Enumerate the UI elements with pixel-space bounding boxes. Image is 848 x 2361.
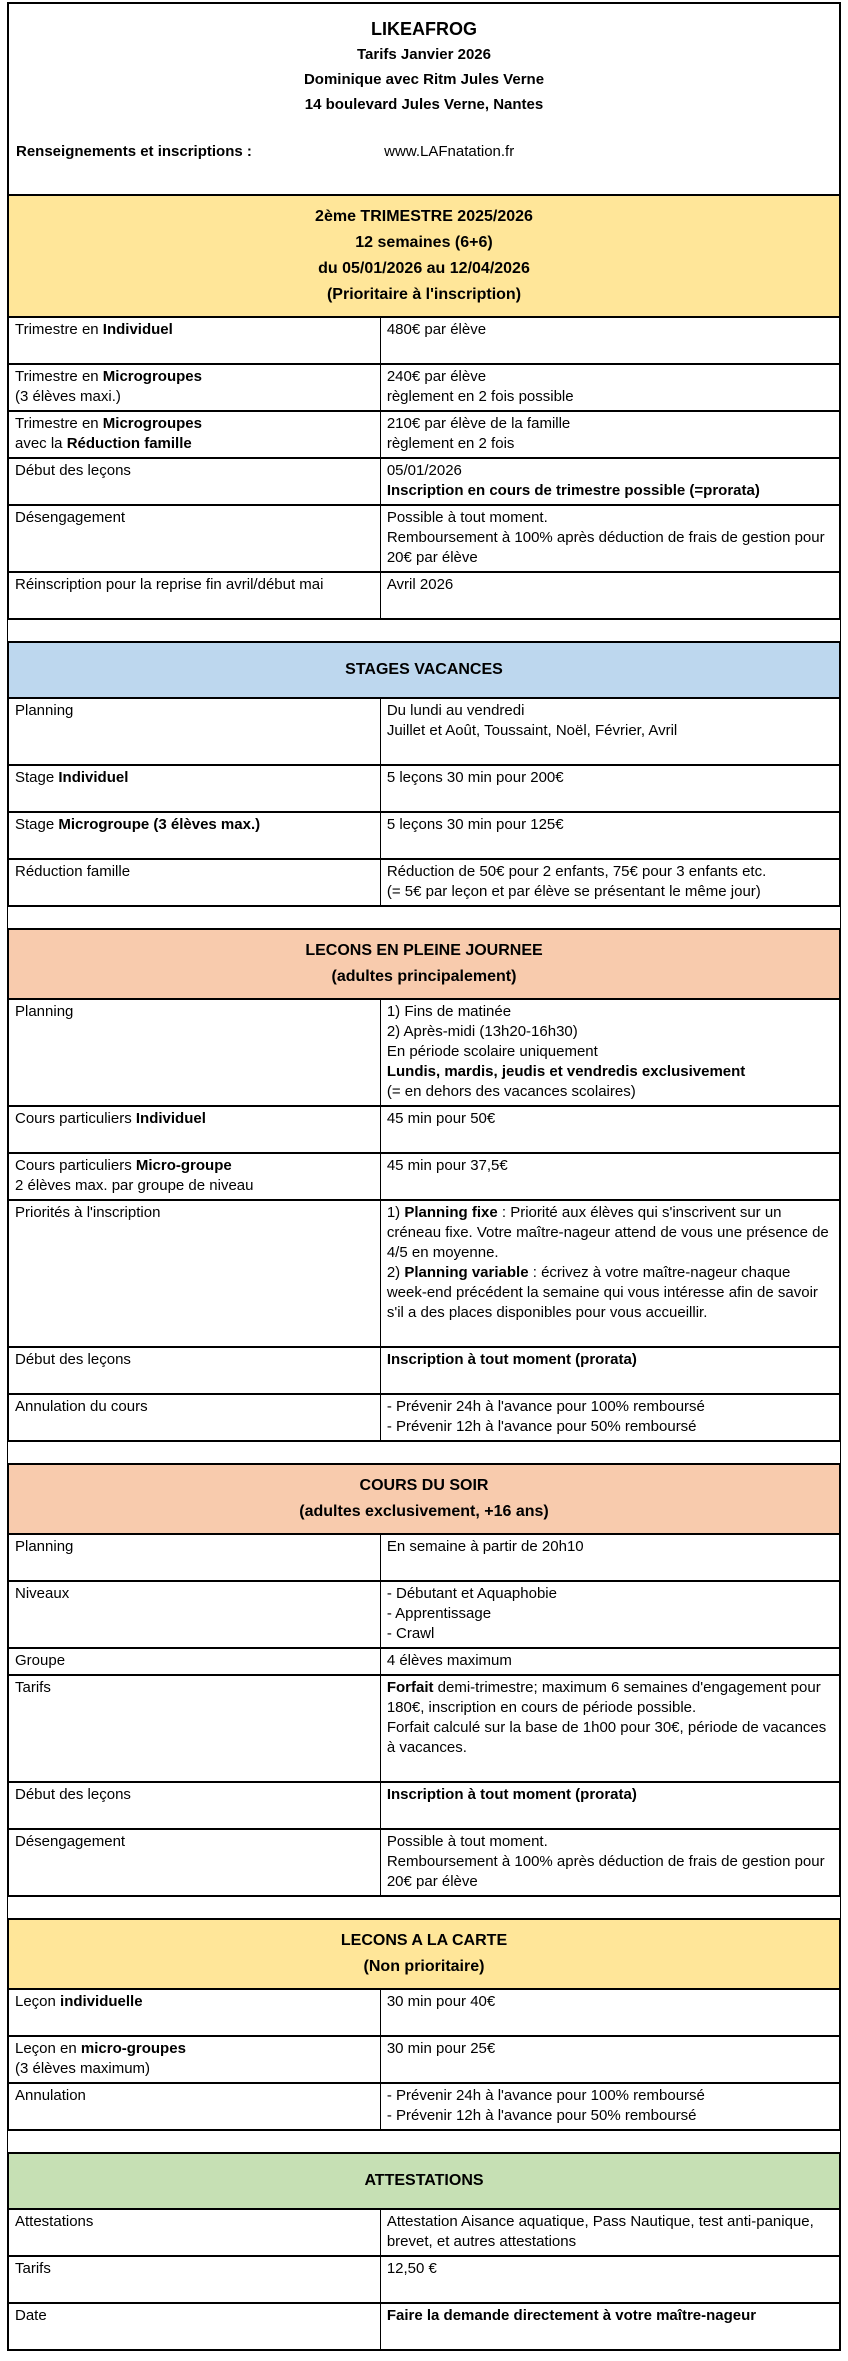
row-value <box>381 1107 839 1152</box>
row-label-line: Stage Microgroupe (3 élèves max.) <box>15 816 261 833</box>
table-row <box>9 1828 839 1895</box>
row-value <box>381 412 839 457</box>
table-row <box>9 363 839 410</box>
row-label-line: Planning <box>15 1003 74 1020</box>
row-value-line: 210€ par élève de la famille <box>386 415 571 432</box>
row-value-line: (= 5€ par leçon et par élève se présentant le même jour) <box>386 883 761 900</box>
section-title-line: (Non prioritaire) <box>363 1958 485 1975</box>
row-value-line: 1) Fins de matinée <box>386 1003 512 1020</box>
row-label <box>9 1649 381 1674</box>
row-value-line: 5 leçons 30 min pour 200€ <box>386 769 564 786</box>
row-value-line <box>387 340 833 360</box>
row-label <box>9 2210 381 2255</box>
section-lecons-a-la-carte <box>7 1918 841 2131</box>
row-value-line: Possible à tout moment. <box>386 1833 548 1850</box>
row-label <box>9 1107 381 1152</box>
row-label-line: Planning <box>15 1538 74 1555</box>
section-trimestre-2 <box>7 194 841 620</box>
document-header <box>7 2 841 194</box>
row-label-line: Trimestre en Microgroupes <box>15 415 202 432</box>
row-value-line: - Apprentissage <box>386 1605 492 1622</box>
table-row <box>9 1647 839 1674</box>
table-row <box>9 764 839 811</box>
row-value <box>381 2084 839 2129</box>
table-row <box>9 811 839 858</box>
row-value <box>381 2304 839 2349</box>
row-value <box>381 318 839 363</box>
row-label <box>9 1201 381 1346</box>
row-value <box>381 1676 839 1781</box>
section-header-trimestre-2 <box>9 196 839 316</box>
row-value <box>381 813 839 858</box>
info-label: Renseignements et inscriptions : <box>16 143 252 160</box>
doc-subtitle-location: Dominique avec Ritm Jules Verne <box>303 71 545 88</box>
row-label <box>9 1990 381 2035</box>
row-label <box>9 365 381 410</box>
row-value-line <box>387 1129 833 1149</box>
row-label <box>9 1000 381 1105</box>
row-label <box>9 2084 381 2129</box>
row-value-line: - Crawl <box>386 1625 435 1642</box>
section-header-cours-du-soir <box>9 1465 839 1533</box>
row-label-line: Attestations <box>15 2213 94 2230</box>
row-value <box>381 1154 839 1199</box>
row-value-line: Inscription à tout moment (prorata) <box>386 1351 637 1368</box>
row-value-line <box>387 2012 833 2032</box>
row-value-line: - Prévenir 24h à l'avance pour 100% remboursé <box>386 1398 705 1415</box>
row-value-line <box>387 1323 833 1343</box>
row-label <box>9 412 381 457</box>
row-value <box>381 573 839 618</box>
row-label <box>9 1582 381 1647</box>
section-gap <box>7 2131 841 2152</box>
sections <box>7 194 841 2351</box>
row-value-line <box>387 788 833 808</box>
row-value-line: 45 min pour 50€ <box>386 1110 496 1127</box>
row-label-line: Leçon individuelle <box>15 1993 143 2010</box>
row-label-line: 2 élèves max. par groupe de niveau <box>15 1177 254 1194</box>
row-label <box>9 2257 381 2302</box>
section-gap <box>7 620 841 641</box>
section-header-lecons-a-la-carte <box>9 1920 839 1988</box>
table-row <box>9 1781 839 1828</box>
table-row <box>9 998 839 1105</box>
row-label-line: Réduction famille <box>15 863 131 880</box>
row-label <box>9 1535 381 1580</box>
row-value-line: Juillet et Août, Toussaint, Noël, Février, Avril <box>386 722 678 739</box>
table-row <box>9 858 839 905</box>
row-value-line: - Prévenir 24h à l'avance pour 100% remboursé <box>386 2087 705 2104</box>
section-title-line: 12 semaines (6+6) <box>355 234 493 251</box>
row-value-line: 05/01/2026 <box>386 462 462 479</box>
section-lecons-pleine-journee <box>7 928 841 1442</box>
row-label-line: Planning <box>15 702 74 719</box>
row-value-line: - Prévenir 12h à l'avance pour 50% remboursé <box>386 1418 697 1435</box>
table-row <box>9 2035 839 2082</box>
table-row <box>9 2302 839 2349</box>
row-value <box>381 1201 839 1346</box>
row-value-line: Attestation Aisance aquatique, Pass Nautique, test anti-panique, brevet, et autres attestations <box>386 2213 814 2250</box>
row-label-line: Cours particuliers Micro-groupe <box>15 1157 232 1174</box>
row-value <box>381 365 839 410</box>
row-value <box>381 2210 839 2255</box>
row-value <box>381 1649 839 1674</box>
row-value-line: Inscription en cours de trimestre possible (=prorata) <box>386 482 760 499</box>
row-value-line: (= en dehors des vacances scolaires) <box>386 1083 636 1100</box>
row-value <box>381 1990 839 2035</box>
row-value-line <box>387 1805 833 1825</box>
section-title-line: LECONS EN PLEINE JOURNEE <box>305 942 543 959</box>
section-gap <box>7 907 841 928</box>
row-value-line <box>387 2279 833 2299</box>
row-label-line: Annulation <box>15 2087 86 2104</box>
table-row <box>9 2208 839 2255</box>
table-row <box>9 2255 839 2302</box>
row-value-line: Avril 2026 <box>386 576 454 593</box>
row-label-line: (3 élèves maximum) <box>15 2060 151 2077</box>
row-label <box>9 1676 381 1781</box>
row-label <box>9 860 381 905</box>
row-value-line <box>387 1370 833 1390</box>
row-label <box>9 1830 381 1895</box>
row-label <box>9 573 381 618</box>
table-row <box>9 410 839 457</box>
row-label-line: Trimestre en Microgroupes <box>15 368 202 385</box>
doc-subtitle-tarifs: Tarifs Janvier 2026 <box>357 46 491 63</box>
row-value-line <box>387 1758 833 1778</box>
row-value <box>381 506 839 571</box>
row-label-line: Début des leçons <box>15 1351 131 1368</box>
section-title-line: ATTESTATIONS <box>364 2172 484 2189</box>
row-label <box>9 506 381 571</box>
row-label-line: Désengagement <box>15 1833 126 1850</box>
row-label-line: Trimestre en Individuel <box>15 321 173 338</box>
row-value-line <box>387 1557 833 1577</box>
table-row <box>9 1988 839 2035</box>
row-value-line: 5 leçons 30 min pour 125€ <box>386 816 564 833</box>
section-title-line: STAGES VACANCES <box>345 661 503 678</box>
row-value <box>381 2257 839 2302</box>
row-label-line: Priorités à l'inscription <box>15 1204 161 1221</box>
row-value-line <box>387 2326 833 2346</box>
row-value-line: Remboursement à 100% après déduction de frais de gestion pour 20€ par élève <box>386 529 825 566</box>
row-value-line: 30 min pour 25€ <box>386 2040 496 2057</box>
row-label <box>9 766 381 811</box>
doc-subtitle-address: 14 boulevard Jules Verne, Nantes <box>304 96 544 113</box>
row-value-line: Inscription à tout moment (prorata) <box>386 1786 637 1803</box>
section-gap <box>7 1897 841 1918</box>
page-title: LIKEAFROG <box>371 19 477 39</box>
table-row <box>9 1199 839 1346</box>
row-value-line: 240€ par élève <box>386 368 487 385</box>
row-value-line: Remboursement à 100% après déduction de frais de gestion pour 20€ par élève <box>386 1853 825 1890</box>
row-label-line: Tarifs <box>15 1679 51 1696</box>
row-value-line <box>387 741 833 761</box>
row-label-line: Annulation du cours <box>15 1398 148 1415</box>
row-value-line: Forfait demi-trimestre; maximum 6 semaines d'engagement pour 180€, inscription en cours de période possible. <box>386 1679 821 1716</box>
row-value-line: 4 élèves maximum <box>386 1652 512 1669</box>
row-label-line: Stage Individuel <box>15 769 129 786</box>
row-value <box>381 1535 839 1580</box>
section-title-line: (adultes exclusivement, +16 ans) <box>299 1503 549 1520</box>
row-value-line <box>387 835 833 855</box>
section-title-line: (adultes principalement) <box>331 968 517 985</box>
row-value-line: règlement en 2 fois <box>386 435 515 452</box>
row-label <box>9 813 381 858</box>
row-value-line: En semaine à partir de 20h10 <box>386 1538 584 1555</box>
table-row <box>9 1152 839 1199</box>
row-label-line: Désengagement <box>15 509 126 526</box>
row-value <box>381 459 839 504</box>
section-header-stages-vacances <box>9 643 839 697</box>
row-value-line: 480€ par élève <box>386 321 487 338</box>
table-row <box>9 457 839 504</box>
row-value-line: 30 min pour 40€ <box>386 1993 496 2010</box>
row-label <box>9 459 381 504</box>
row-label-line: Cours particuliers Individuel <box>15 1110 206 1127</box>
table-row <box>9 697 839 764</box>
row-value <box>381 699 839 764</box>
row-label-line: Date <box>15 2307 47 2324</box>
row-value <box>381 766 839 811</box>
row-value-line: 2) Après-midi (13h20-16h30) <box>386 1023 578 1040</box>
row-value-line: Lundis, mardis, jeudis et vendredis exclusivement <box>386 1063 746 1080</box>
row-label <box>9 1783 381 1828</box>
row-label-line: Niveaux <box>15 1585 70 1602</box>
row-label-line: Début des leçons <box>15 462 131 479</box>
section-title-line: (Prioritaire à l'inscription) <box>326 286 522 303</box>
row-label <box>9 1395 381 1440</box>
section-header-lecons-pleine-journee <box>9 930 839 998</box>
row-value-line: 45 min pour 37,5€ <box>386 1157 508 1174</box>
row-value-line: Forfait calculé sur la base de 1h00 pour 30€, période de vacances à vacances. <box>386 1719 827 1756</box>
row-label <box>9 1154 381 1199</box>
row-label-line: Leçon en micro-groupes <box>15 2040 186 2057</box>
row-value-line: 2) Planning variable : écrivez à votre maître-nageur chaque week-end précédent la semaine qui vous intéresse afin de savoir s'il a des places disponibles pour vous accueillir. <box>386 1264 818 1321</box>
row-value <box>381 1582 839 1647</box>
row-value <box>381 1395 839 1440</box>
info-row <box>9 143 839 160</box>
row-value <box>381 2037 839 2082</box>
row-value-line <box>387 595 833 615</box>
section-title-line: 2ème TRIMESTRE 2025/2026 <box>315 208 533 225</box>
row-value <box>381 1783 839 1828</box>
row-label <box>9 1348 381 1393</box>
row-value <box>381 1830 839 1895</box>
section-gap <box>7 1442 841 1463</box>
row-value-line: Réduction de 50€ pour 2 enfants, 75€ pour 3 enfants etc. <box>386 863 767 880</box>
row-label-line: (3 élèves maxi.) <box>15 388 121 405</box>
section-title-line: COURS DU SOIR <box>359 1477 489 1494</box>
table-row <box>9 2082 839 2129</box>
section-cours-du-soir <box>7 1463 841 1897</box>
row-value-line: Possible à tout moment. <box>386 509 548 526</box>
table-row <box>9 1580 839 1647</box>
row-value-line: Faire la demande directement à votre maître-nageur <box>386 2307 757 2324</box>
table-row <box>9 1674 839 1781</box>
row-value <box>381 1348 839 1393</box>
table-row <box>9 1346 839 1393</box>
section-attestations <box>7 2152 841 2351</box>
table-row <box>9 1393 839 1440</box>
row-value <box>381 860 839 905</box>
row-label <box>9 699 381 764</box>
section-stages-vacances <box>7 641 841 907</box>
row-value <box>381 1000 839 1105</box>
table-row <box>9 316 839 363</box>
table-row <box>9 1105 839 1152</box>
row-value-line: règlement en 2 fois possible <box>386 388 574 405</box>
row-value-line: En période scolaire uniquement <box>386 1043 598 1060</box>
row-label-line: Début des leçons <box>15 1786 131 1803</box>
row-label-line: avec la Réduction famille <box>15 435 192 452</box>
section-title-line: LECONS A LA CARTE <box>340 1932 508 1949</box>
row-label-line: Tarifs <box>15 2260 51 2277</box>
row-label <box>9 318 381 363</box>
section-title-line: du 05/01/2026 au 12/04/2026 <box>318 260 530 277</box>
row-value-line: - Prévenir 12h à l'avance pour 50% remboursé <box>386 2107 697 2124</box>
row-value-line: Du lundi au vendredi <box>386 702 525 719</box>
row-label-line: Groupe <box>15 1652 66 1669</box>
table-row <box>9 1533 839 1580</box>
section-header-attestations <box>9 2154 839 2208</box>
row-value-line: 1) Planning fixe : Priorité aux élèves qui s'inscrivent sur un créneau fixe. Votre maître-nageur attend de vous une présence de 4/5 en moyenne. <box>386 1204 829 1261</box>
row-label <box>9 2037 381 2082</box>
row-label-line: Réinscription pour la reprise fin avril/début mai <box>15 576 324 593</box>
table-row <box>9 504 839 571</box>
row-value-line: - Débutant et Aquaphobie <box>386 1585 557 1602</box>
row-value-line: 12,50 € <box>386 2260 437 2277</box>
row-label <box>9 2304 381 2349</box>
table-row <box>9 571 839 618</box>
website-text: www.LAFnatation.fr <box>384 143 515 160</box>
